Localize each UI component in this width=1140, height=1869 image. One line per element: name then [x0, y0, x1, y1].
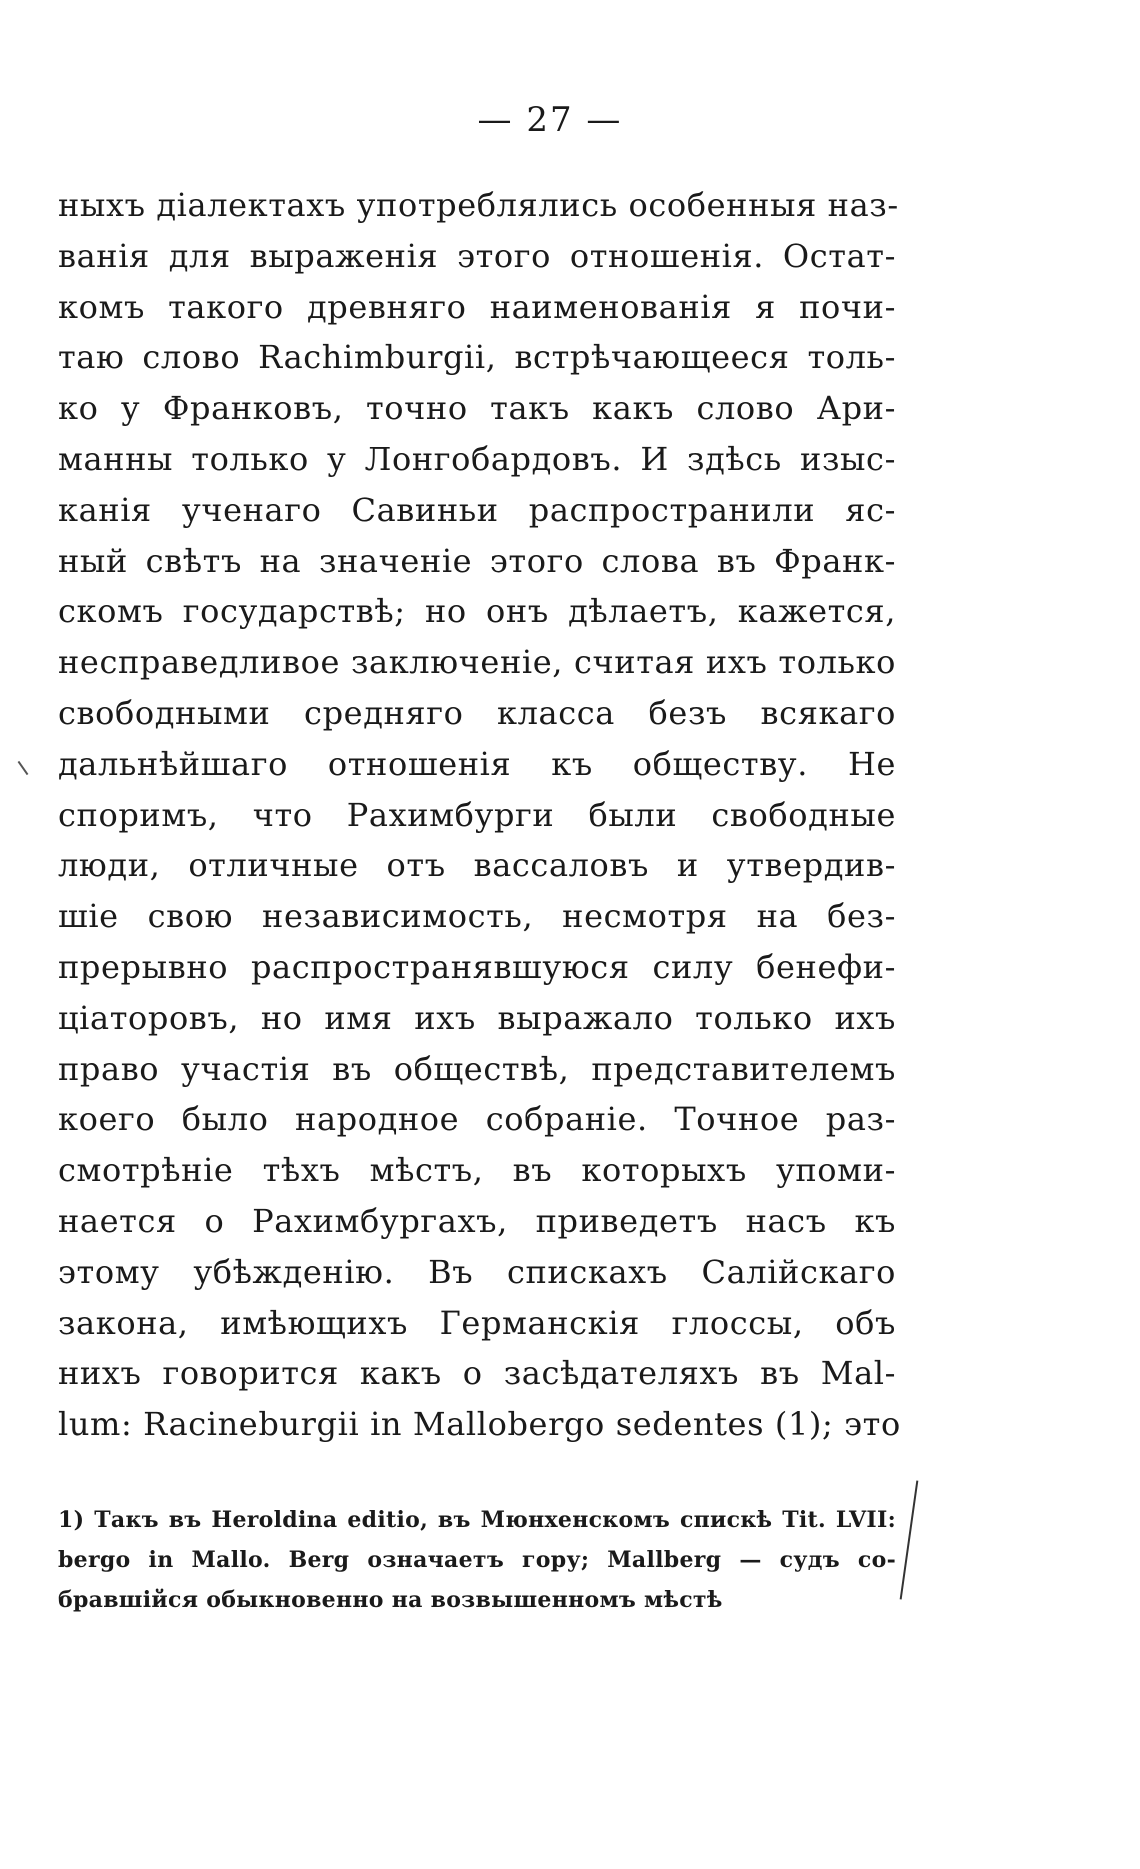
- text-line: ванія для выраженія этого отношенія. Остат-: [58, 236, 896, 275]
- text-line: ныхъ діалектахъ употреблялись особенныя наз-: [58, 186, 899, 224]
- footnote-line: bergo in Mallo. Berg означаетъ гору; Mallberg — судъ со-: [58, 1547, 896, 1573]
- text-line: lum: Racineburgii in Mallobergo sedentes (1); это: [58, 1405, 901, 1444]
- text-line: комъ такого древняго наименованія я почи-: [58, 287, 896, 326]
- text-line: манны только у Лонгобардовъ. И здѣсь изыс-: [58, 439, 896, 478]
- margin-rule: [900, 1480, 919, 1599]
- text-line: дальнѣйшаго отношенія къ обществу. Не: [58, 744, 896, 783]
- text-line: нается о Рахимбургахъ, приведетъ насъ къ: [58, 1201, 896, 1240]
- text-line: таю слово Rachimburgii, встрѣчающееся толь-: [58, 338, 896, 377]
- text-line: ціаторовъ, но имя ихъ выражало только ихъ: [58, 998, 896, 1037]
- text-line: споримъ, что Рахимбурги были свободные: [58, 795, 896, 834]
- text-line: скомъ государствѣ; но онъ дѣлаетъ, кажется,: [58, 592, 896, 631]
- footnote-line: бравшійся обыкновенно на возвышенномъ мѣстѣ: [58, 1587, 723, 1613]
- text-line: канія ученаго Савиньи распространили яс-: [58, 490, 896, 529]
- footnote: [58, 1500, 896, 1620]
- text-line: люди, отличные отъ вассаловъ и утвердив-: [58, 846, 896, 885]
- page-number: — 27 —: [477, 100, 623, 140]
- text-line: закона, имѣющихъ Германскія глоссы, объ: [58, 1303, 896, 1342]
- text-line: ко у Франковъ, точно такъ какъ слово Ари-: [58, 389, 896, 428]
- body-text: [58, 180, 901, 1450]
- text-line: свободными средняго класса безъ всякаго: [58, 693, 896, 732]
- text-line: прерывно распространявшуюся силу бенефи-: [58, 947, 896, 986]
- text-line: смотрѣніе тѣхъ мѣстъ, въ которыхъ упоми-: [58, 1151, 896, 1190]
- footnote-line: 1) Такъ въ Heroldina editio, въ Мюнхенскомъ спискѣ Tit. LVII:: [58, 1507, 896, 1533]
- text-line: право участія въ обществѣ, представителемъ: [58, 1049, 896, 1088]
- text-line: коего было народное собраніе. Точное раз-: [58, 1100, 896, 1139]
- text-line: этому убѣжденію. Въ спискахъ Салійскаго: [58, 1252, 896, 1291]
- margin-mark: [18, 761, 29, 775]
- text-line: шіе свою независимость, несмотря на без-: [58, 897, 896, 936]
- text-line: ный свѣтъ на значеніе этого слова въ Франк-: [58, 541, 896, 580]
- text-line: несправедливое заключеніе, считая ихъ только: [58, 643, 896, 682]
- text-line: нихъ говорится какъ о засѣдателяхъ въ Mal-: [58, 1354, 896, 1393]
